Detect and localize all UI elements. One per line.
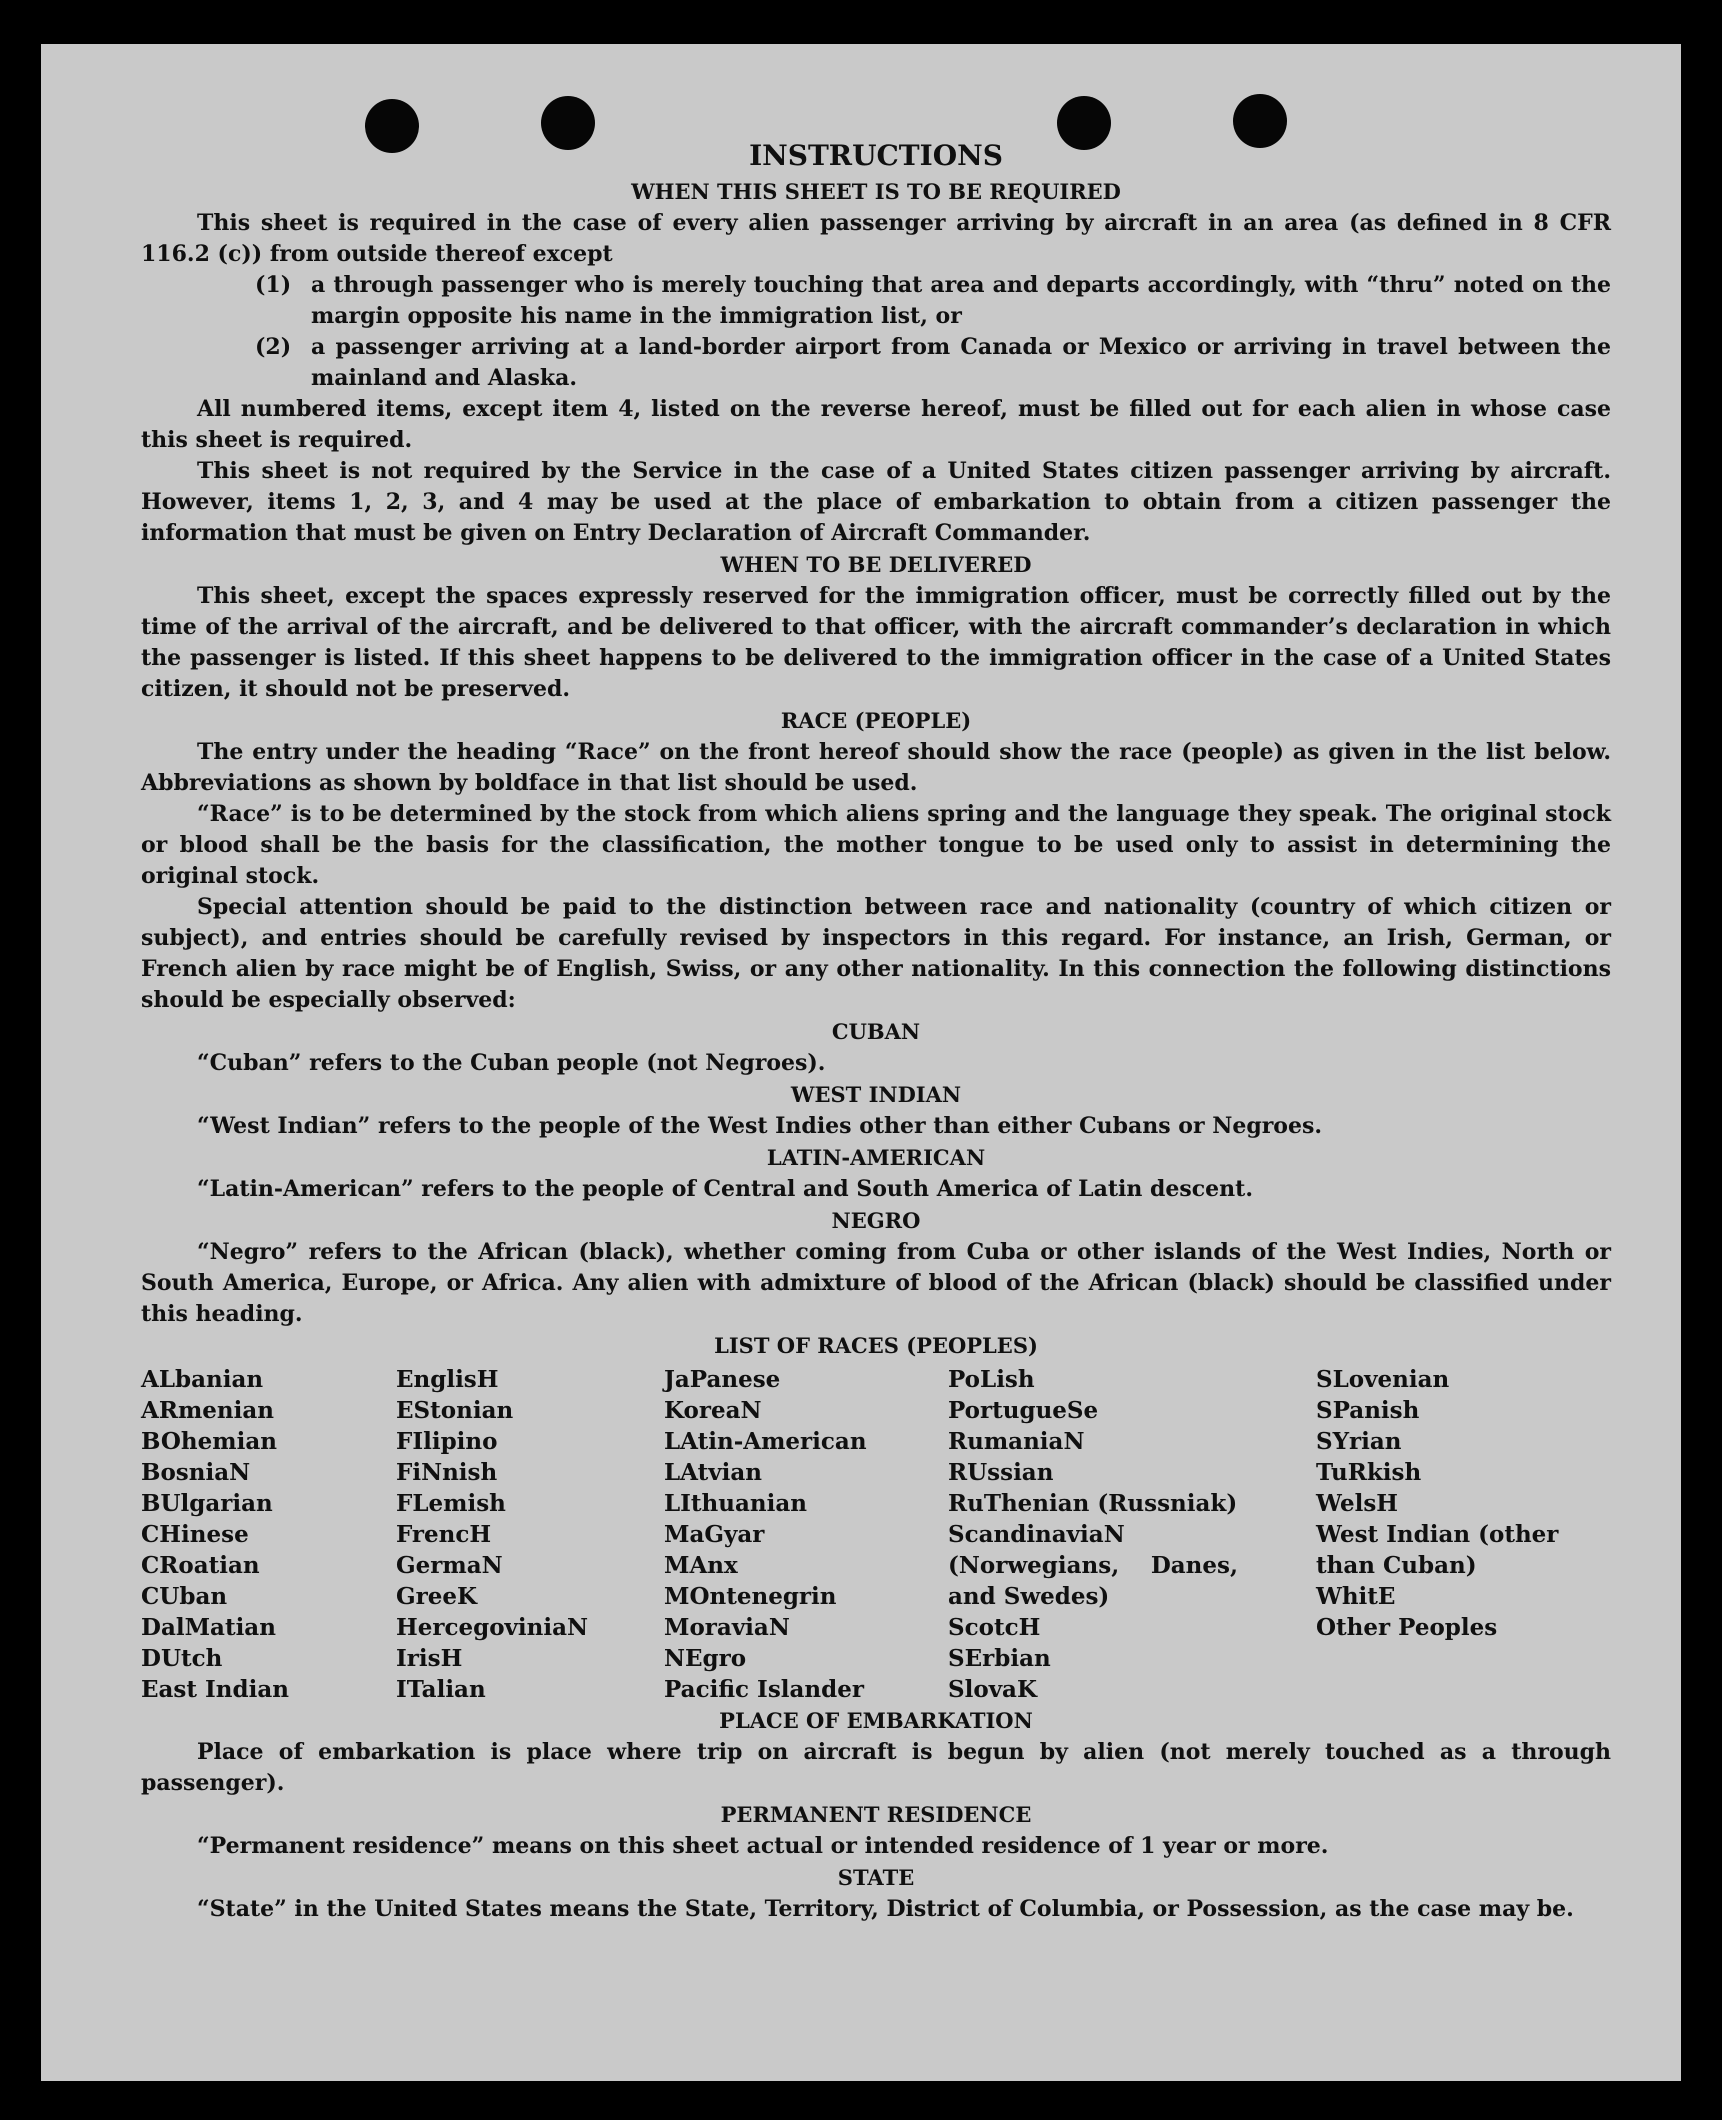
- races-column: [396, 1364, 664, 1705]
- race-entry: Other Peoples: [1316, 1614, 1498, 1641]
- race-entry: LIthuanian: [664, 1490, 807, 1517]
- section-heading: CUBAN: [831, 1019, 921, 1044]
- race-entry: GermaN: [396, 1552, 503, 1579]
- paragraph: “State” in the United States means the State, Territory, District of Columbia, or Possession, as the case may be.: [197, 1896, 1574, 1922]
- item-number: (2): [255, 334, 292, 360]
- races-column: [1316, 1364, 1611, 1705]
- race-entry: ScotcH: [948, 1614, 1041, 1641]
- item-text: a passenger arriving at a land-border airport from Canada or Mexico or arriving in travel between the mainland and Alaska.: [311, 334, 1611, 391]
- section-heading: WHEN TO BE DELIVERED: [720, 552, 1032, 577]
- race-entry: PortugueSe: [948, 1397, 1099, 1424]
- race-entry: CUban: [141, 1583, 228, 1610]
- paragraph: “Latin-American” refers to the people of Central and South America of Latin descent.: [197, 1176, 1253, 1202]
- race-entry: IrisH: [396, 1645, 463, 1672]
- race-entry: PoLish: [948, 1366, 1035, 1393]
- races-column: [664, 1364, 948, 1705]
- race-entry: KoreaN: [664, 1397, 762, 1424]
- race-entry: ITalian: [396, 1676, 486, 1703]
- race-entry: SErbian: [948, 1645, 1051, 1672]
- item-text: a through passenger who is merely touching that area and departs accordingly, with “thru” noted on the margin opposite his name in the immigration list, or: [311, 272, 1611, 329]
- race-entry: DalMatian: [141, 1614, 276, 1641]
- race-entry: SPanish: [1316, 1397, 1420, 1424]
- races-column: [948, 1364, 1316, 1705]
- page-title: INSTRUCTIONS: [749, 139, 1003, 172]
- paragraph: This sheet, except the spaces expressly reserved for the immigration officer, must be correctly filled out by the time of the arrival of the aircraft, and be delivered to that officer, with the aircraft commander’s declaration in which the passenger is listed. If this sheet happens to be delivered to the immigration officer in the case of a United States citizen, it should not be preserved.: [141, 583, 1611, 702]
- race-entry: FiNnish: [396, 1459, 498, 1486]
- race-entry: RUssian: [948, 1459, 1054, 1486]
- race-entry: TuRkish: [1316, 1459, 1422, 1486]
- section-heading: NEGRO: [831, 1208, 921, 1233]
- race-entry: CHinese: [141, 1521, 249, 1548]
- list-item: [141, 270, 1611, 332]
- section-heading: LATIN-AMERICAN: [766, 1145, 986, 1170]
- race-entry: WelsH: [1316, 1490, 1399, 1517]
- section-heading: STATE: [837, 1865, 915, 1890]
- race-entry: FrencH: [396, 1521, 492, 1548]
- paragraph: The entry under the heading “Race” on the front hereof should show the race (people) as given in the list below. Abbreviations as shown by boldface in that list should be used.: [141, 739, 1611, 796]
- section-heading: WEST INDIAN: [790, 1082, 962, 1107]
- race-entry: MAnx: [664, 1552, 738, 1579]
- paragraph: All numbered items, except item 4, listed on the reverse hereof, must be filled out for each alien in whose case this sheet is required.: [141, 396, 1611, 453]
- paragraph: This sheet is required in the case of every alien passenger arriving by aircraft in an area (as defined in 8 CFR 116.2 (c)) from outside thereof except: [141, 210, 1611, 267]
- paragraph: This sheet is not required by the Service in the case of a United States citizen passenger arriving by aircraft. However, items 1, 2, 3, and 4 may be used at the place of embarkation to obtain from a citizen passenger the information that must be given on Entry Declaration of Aircraft Commander.: [141, 458, 1611, 546]
- race-entry: FIlipino: [396, 1428, 498, 1455]
- document-sheet: [41, 44, 1681, 2081]
- instructions-content: [141, 132, 1611, 1925]
- race-entry: DUtch: [141, 1645, 223, 1672]
- section-heading: PLACE OF EMBARKATION: [719, 1708, 1033, 1733]
- race-entry: FLemish: [396, 1490, 506, 1517]
- race-entry: MOntenegrin: [664, 1583, 837, 1610]
- race-entry: BosniaN: [141, 1459, 251, 1486]
- section-heading: WHEN THIS SHEET IS TO BE REQUIRED: [631, 179, 1121, 204]
- list-item: [141, 332, 1611, 394]
- races-list: [141, 1364, 1611, 1705]
- paragraph: Special attention should be paid to the distinction between race and nationality (country of which citizen or subject), and entries should be carefully revised by inspectors in this regard. For instance, an Irish, German, or French alien by race might be of English, Swiss, or any other nationality. In this connection the following distinctions should be especially observed:: [141, 894, 1611, 1013]
- paragraph: “Negro” refers to the African (black), whether coming from Cuba or other islands of the West Indies, North or South America, Europe, or Africa. Any alien with admixture of blood of the African (black) should be classified under this heading.: [141, 1239, 1611, 1327]
- race-entry: ScandinaviaN (Norwegians, Danes, and Swedes): [948, 1521, 1238, 1610]
- race-entry: ARmenian: [141, 1397, 275, 1424]
- race-entry: West Indian (other than Cuban): [1316, 1521, 1559, 1579]
- race-entry: JaPanese: [664, 1366, 781, 1393]
- paragraph: “Permanent residence” means on this sheet actual or intended residence of 1 year or more.: [197, 1833, 1329, 1859]
- race-entry: BOhemian: [141, 1428, 277, 1455]
- paragraph: “Cuban” refers to the Cuban people (not Negroes).: [197, 1050, 826, 1076]
- race-entry: MaGyar: [664, 1521, 765, 1548]
- race-entry: East Indian: [141, 1676, 289, 1703]
- race-entry: NEgro: [664, 1645, 747, 1672]
- race-entry: EnglisH: [396, 1366, 499, 1393]
- race-entry: Pacific Islander: [664, 1676, 864, 1703]
- item-number: (1): [255, 272, 292, 298]
- race-entry: EStonian: [396, 1397, 514, 1424]
- race-entry: SLovenian: [1316, 1366, 1450, 1393]
- race-entry: GreeK: [396, 1583, 478, 1610]
- race-entry: LAtin-American: [664, 1428, 867, 1455]
- paragraph: “West Indian” refers to the people of the West Indies other than either Cubans or Negroes.: [197, 1113, 1323, 1139]
- section-heading: LIST OF RACES (PEOPLES): [714, 1333, 1038, 1358]
- race-entry: ALbanian: [141, 1366, 264, 1393]
- section-heading: RACE (PEOPLE): [780, 708, 972, 733]
- race-entry: SlovaK: [948, 1676, 1037, 1703]
- race-entry: MoraviaN: [664, 1614, 790, 1641]
- race-entry: RuThenian (Russniak): [948, 1490, 1238, 1517]
- race-entry: BUlgarian: [141, 1490, 273, 1517]
- race-entry: CRoatian: [141, 1552, 260, 1579]
- race-entry: WhitE: [1316, 1583, 1396, 1610]
- race-entry: HercegoviniaN: [396, 1614, 589, 1641]
- races-column: [141, 1364, 396, 1705]
- paragraph: Place of embarkation is place where trip on aircraft is begun by alien (not merely touched as a through passenger).: [141, 1739, 1611, 1796]
- race-entry: RumaniaN: [948, 1428, 1085, 1455]
- section-heading: PERMANENT RESIDENCE: [720, 1802, 1032, 1827]
- race-entry: LAtvian: [664, 1459, 762, 1486]
- paragraph: “Race” is to be determined by the stock from which aliens spring and the language they speak. The original stock or blood shall be the basis for the classification, the mother tongue to be used only to assist in determining the original stock.: [141, 801, 1611, 889]
- race-entry: SYrian: [1316, 1428, 1402, 1455]
